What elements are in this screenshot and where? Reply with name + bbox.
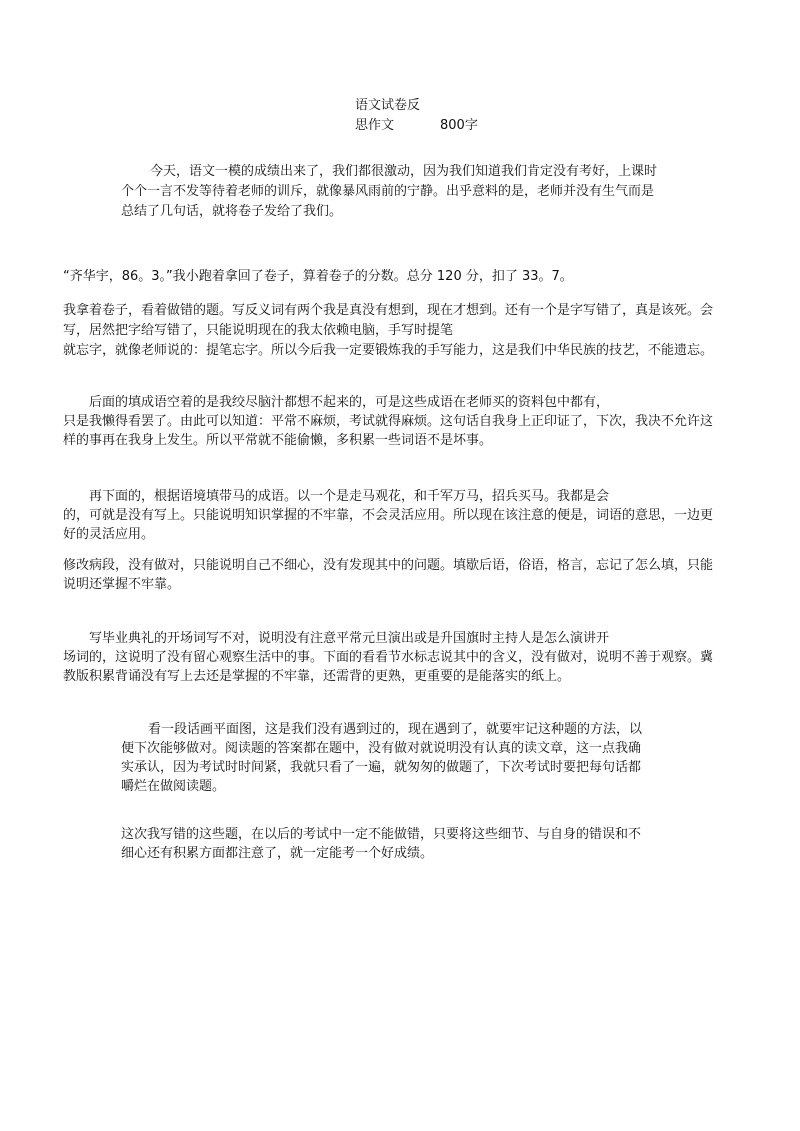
paragraph-line: 写毕业典礼的开场词写不对，说明没有注意平常元旦演出或是升国旗时主持人是怎么演讲开 <box>89 631 610 646</box>
paragraph-line: 看一段话画平面图，这是我们没有遇到过的，现在遇到了，就要牢记这种题的方法，以 <box>148 722 643 737</box>
paragraph-line: 今天，语文一模的成绩出来了，我们都很激动，因为我们知道我们肯定没有考好，上课时 <box>150 164 658 179</box>
paragraph-line: 就忘字，就像老师说的：提笔忘字。所以今后我一定要锻炼我的手写能力，这是我们中华民族的技艺，不能遗忘。 <box>63 343 714 358</box>
paragraph-line: 只是我懒得看罢了。由此可以知道：平常不麻烦，考试就得麻烦。这句话自我身上正印证了，下次，我决不允许这 <box>63 414 714 429</box>
paragraph-line: 我拿着卷子，看着做错的题。写反义词有两个我是真没有想到，现在才想到。还有一个是字写错了，真是该死。会 <box>63 303 714 318</box>
word-count-label: 800字 <box>440 118 478 133</box>
paragraph-line: 便下次能够做对。阅读题的答案都在题中，没有做对就说明没有认真的读文章，这一点我确 <box>121 741 642 756</box>
document-title-line1: 语文试卷反 <box>355 98 421 113</box>
paragraph-line: 总结了几句话，就将卷子发给了我们。 <box>121 204 343 219</box>
paragraph-line: 再下面的，根据语境填带马的成语。以一个是走马观花，和千军万马，招兵买马。我都是会 <box>89 489 610 504</box>
paragraph-line: 样的事再在我身上发生。所以平常就不能偷懒，多积累一些词语不是坏事。 <box>63 433 493 448</box>
paragraph-line: 场词的，这说明了没有留心观察生活中的事。下面的看看节水标志说其中的含义，没有做对，说明不善于观察。冀 <box>63 650 714 665</box>
paragraph-line: 细心还有积累方面都注意了，就一定能考一个好成绩。 <box>121 846 434 861</box>
paragraph-line: 的，可就是没有写上。只能说明知识掌握的不牢靠，不会灵活应用。所以现在该注意的便是，词语的意思，一边更 <box>63 508 714 523</box>
paragraph-line: 教版积累背诵没有写上去还是掌握的不牢靠，还需背的更熟，更重要的是能落实的纸上。 <box>63 669 571 684</box>
paragraph-line: 后面的填成语空着的是我绞尽脑汁都想不起来的，可是这些成语在老师买的资料包中都有， <box>89 395 610 410</box>
paragraph-line: 写，居然把字给写错了，只能说明现在的我太依赖电脑，手写时提笔 <box>63 323 454 338</box>
paragraph-line: “齐华宇，86。3。”我小跑着拿回了卷子，算着卷子的分数。总分 120 分，扣了 33。7。 <box>63 269 573 284</box>
paragraph-line: 这次我写错的这些题，在以后的考试中一定不能做错，只要将这些细节、与自身的错误和不 <box>121 827 642 842</box>
document-title-line2: 思作文 <box>355 118 395 133</box>
paragraph-line: 说明还掌握不牢靠。 <box>63 577 181 592</box>
paragraph-line: 实承认，因为考试时时间紧，我就只看了一遍，就匆匆的做题了，下次考试时要把每句话都 <box>121 760 642 775</box>
paragraph-line: 好的灵活应用。 <box>63 527 155 542</box>
paragraph-line: 个个一言不发等待着老师的训斥，就像暴风雨前的宁静。出乎意料的是，老师并没有生气而是 <box>121 184 655 199</box>
paragraph-line: 嚼烂在做阅读题。 <box>121 779 226 794</box>
paragraph-line: 修改病段，没有做对，只能说明自己不细心，没有发现其中的问题。填歇后语，俗语，格言，忘记了怎么填，只能 <box>63 558 714 573</box>
